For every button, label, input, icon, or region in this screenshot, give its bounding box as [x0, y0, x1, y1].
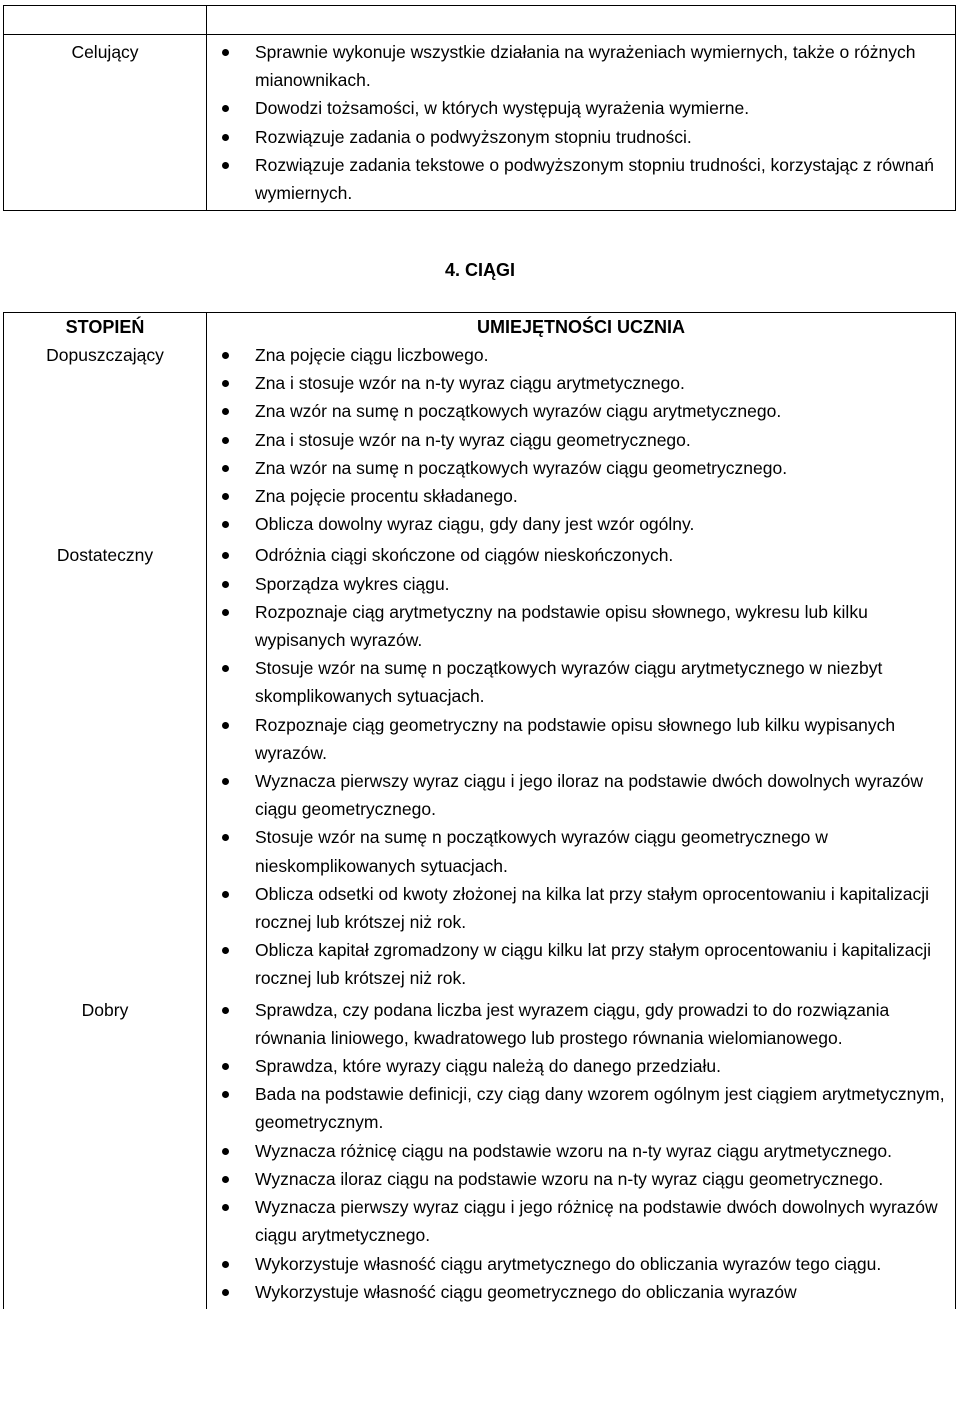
- previous-section-table: [3, 5, 956, 211]
- skills-table: [3, 312, 956, 1309]
- skills-list: [207, 341, 945, 538]
- list-item: Zna wzór na sumę n początkowych wyrazów ciągu arytmetycznego.: [207, 397, 945, 425]
- list-item: Rozpoznaje ciąg geometryczny na podstawie opisu słownego lub kilku wypisanych wyrazów.: [207, 711, 945, 767]
- list-item: Zna i stosuje wzór na n-ty wyraz ciągu arytmetycznego.: [207, 369, 945, 397]
- list-item: Zna pojęcie procentu składanego.: [207, 482, 945, 510]
- list-item: Dowodzi tożsamości, w których występują wyrażenia wymierne.: [207, 94, 945, 122]
- list-item: Oblicza odsetki od kwoty złożonej na kilka lat przy stałym oprocentowaniu i kapitalizacji rocznej lub krótszej niż rok.: [207, 880, 945, 936]
- list-item: Oblicza kapitał zgromadzony w ciągu kilku lat przy stałym oprocentowaniu i kapitalizacji rocznej lub krótszej niż rok.: [207, 936, 945, 992]
- list-item: Oblicza dowolny wyraz ciągu, gdy dany jest wzór ogólny.: [207, 510, 945, 538]
- list-item: Stosuje wzór na sumę n początkowych wyrazów ciągu arytmetycznego w niezbyt skomplikowanych sytuacjach.: [207, 654, 945, 710]
- skills-list: [207, 38, 945, 207]
- list-item: Stosuje wzór na sumę n początkowych wyrazów ciągu geometrycznego w nieskomplikowanych sytuacjach.: [207, 823, 945, 879]
- list-item: Sprawnie wykonuje wszystkie działania na wyrażeniach wymiernych, także o różnych mianownikach.: [207, 38, 945, 94]
- list-item: Bada na podstawie definicji, czy ciąg dany wzorem ogólnym jest ciągiem arytmetycznym, geometrycznym.: [207, 1080, 945, 1136]
- list-item: Odróżnia ciągi skończone od ciągów nieskończonych.: [207, 541, 945, 569]
- list-item: Rozpoznaje ciąg arytmetyczny na podstawie opisu słownego, wykresu lub kilku wypisanych wyrazów.: [207, 598, 945, 654]
- list-item: Sprawdza, które wyrazy ciągu należą do danego przedziału.: [207, 1052, 945, 1080]
- list-item: Sprawdza, czy podana liczba jest wyrazem ciągu, gdy prowadzi to do rozwiązania równania liniowego, kwadratowego lub prostego równania wielomianowego.: [207, 996, 945, 1052]
- level-cell: Celujący: [4, 35, 207, 211]
- list-item: Wykorzystuje własność ciągu geometrycznego do obliczania wyrazów: [207, 1278, 945, 1306]
- list-item: Zna i stosuje wzór na n-ty wyraz ciągu geometrycznego.: [207, 426, 945, 454]
- list-item: Sporządza wykres ciągu.: [207, 570, 945, 598]
- list-item: Zna pojęcie ciągu liczbowego.: [207, 341, 945, 369]
- skills-cell: [207, 341, 956, 541]
- level-cell: Dostateczny: [4, 541, 207, 995]
- empty-row: [4, 6, 956, 35]
- table-row: [4, 341, 956, 541]
- table-row: [4, 541, 956, 995]
- level-cell: Dopuszczający: [4, 341, 207, 541]
- list-item: Wyznacza różnicę ciągu na podstawie wzoru na n-ty wyraz ciągu arytmetycznego.: [207, 1137, 945, 1165]
- list-item: Zna wzór na sumę n początkowych wyrazów ciągu geometrycznego.: [207, 454, 945, 482]
- list-item: Wyznacza iloraz ciągu na podstawie wzoru na n-ty wyraz ciągu geometrycznego.: [207, 1165, 945, 1193]
- list-item: Rozwiązuje zadania o podwyższonym stopniu trudności.: [207, 123, 945, 151]
- list-item: Rozwiązuje zadania tekstowe o podwyższonym stopniu trudności, korzystając z równań wymiernych.: [207, 151, 945, 207]
- header-row: [4, 313, 956, 342]
- empty-cell: [4, 6, 207, 35]
- empty-cell: [207, 6, 956, 35]
- skills-list: [207, 996, 945, 1306]
- list-item: Wyznacza pierwszy wyraz ciągu i jego iloraz na podstawie dwóch dowolnych wyrazów ciągu geometrycznego.: [207, 767, 945, 823]
- skills-cell: [207, 996, 956, 1309]
- table-row: [4, 996, 956, 1309]
- skills-cell: [207, 35, 956, 211]
- list-item: Wyznacza pierwszy wyraz ciągu i jego różnicę na podstawie dwóch dowolnych wyrazów ciągu arytmetycznego.: [207, 1193, 945, 1249]
- level-cell: Dobry: [4, 996, 207, 1309]
- table-row: [4, 35, 956, 211]
- list-item: Wykorzystuje własność ciągu arytmetycznego do obliczania wyrazów tego ciągu.: [207, 1250, 945, 1278]
- header-skills: UMIEJĘTNOŚCI UCZNIA: [207, 313, 956, 342]
- header-level: STOPIEŃ: [4, 313, 207, 342]
- skills-cell: [207, 541, 956, 995]
- skills-list: [207, 541, 945, 992]
- section-title: 4. CIĄGI: [444, 260, 515, 280]
